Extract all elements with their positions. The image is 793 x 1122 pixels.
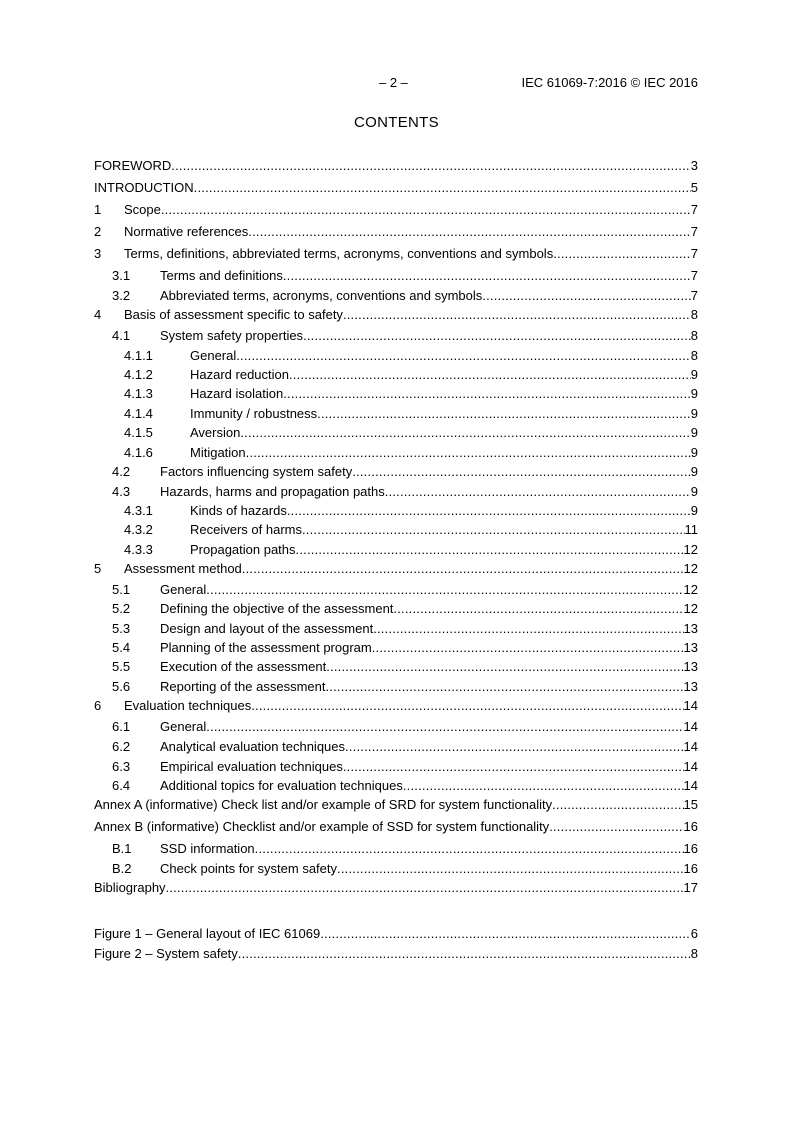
dot-leader: [206, 581, 683, 599]
toc-entry-title: Design and layout of the assessment: [160, 621, 374, 636]
toc-entry[interactable]: [94, 678, 698, 696]
toc-entry-number: B.2: [112, 861, 132, 876]
toc-entry-title: Factors influencing system safety: [160, 464, 353, 479]
toc-entry-title: Analytical evaluation techniques: [160, 739, 346, 754]
toc-entry[interactable]: [94, 245, 698, 263]
toc-entry[interactable]: [94, 796, 698, 814]
toc-entry-title: Terms and definitions: [160, 268, 283, 283]
toc-entry-title: Normative references: [124, 224, 249, 239]
toc-entry-number: 4.3.2: [124, 522, 153, 537]
toc-entry-number: 4.1.4: [124, 406, 153, 421]
dot-leader: [246, 444, 691, 462]
toc-entry-title: General: [160, 582, 207, 597]
toc-entry[interactable]: [94, 521, 698, 539]
toc-entry[interactable]: [94, 405, 698, 423]
toc-entry-number: 5.2: [112, 601, 131, 616]
toc-entry-page: 8: [690, 307, 698, 322]
dot-leader: [287, 502, 691, 520]
toc-entry-number: 5.6: [112, 679, 131, 694]
toc-entry-number: 3.1: [112, 268, 131, 283]
dot-leader: [393, 600, 683, 618]
toc-entry-title: Hazards, harms and propagation paths: [160, 484, 385, 499]
toc-entry[interactable]: [94, 620, 698, 638]
toc-entry[interactable]: [94, 541, 698, 559]
dot-leader: [549, 818, 683, 836]
toc-entry-title: Assessment method: [124, 561, 242, 576]
toc-entry-number: 4.3: [112, 484, 131, 499]
dot-leader: [296, 541, 684, 559]
toc-entry-number: 5: [94, 561, 102, 576]
toc-entry-page: 12: [683, 601, 698, 616]
toc-entry-title: Check points for system safety: [160, 861, 338, 876]
dot-leader: [345, 738, 684, 756]
toc-entry[interactable]: [94, 424, 698, 442]
toc-entry-number: 4.1.1: [124, 348, 153, 363]
dot-leader: [325, 678, 683, 696]
toc-entry-page: 8: [690, 328, 698, 343]
toc-entry-title: Figure 2 – System safety: [94, 946, 238, 961]
toc-entry-number: 6: [94, 698, 102, 713]
toc-entry-page: 13: [683, 621, 698, 636]
toc-entry-title: General: [190, 348, 237, 363]
toc-entry-number: B.1: [112, 841, 132, 856]
dot-leader: [552, 796, 683, 814]
toc-entry[interactable]: [94, 444, 698, 462]
dot-leader: [373, 620, 683, 638]
toc-entry[interactable]: [94, 267, 698, 285]
toc-entry-title: Hazard reduction: [190, 367, 289, 382]
toc-entry-number: 6.1: [112, 719, 131, 734]
dot-leader: [403, 777, 684, 795]
toc-entry-page: 5: [690, 180, 698, 195]
toc-entry[interactable]: [94, 463, 698, 481]
page-number: – 2 –: [379, 75, 408, 90]
toc-entry-page: 7: [690, 224, 698, 239]
dot-leader: [337, 860, 684, 878]
toc-entry-title: Additional topics for evaluation techniques: [160, 778, 403, 793]
toc-entry-number: 3.2: [112, 288, 131, 303]
dot-leader: [283, 385, 691, 403]
toc-entry-title: Propagation paths: [190, 542, 296, 557]
toc-entry-page: 9: [690, 484, 698, 499]
toc-entry-page: 7: [690, 246, 698, 261]
toc-entry-title: Aversion: [190, 425, 241, 440]
toc-entry-number: 4.1.3: [124, 386, 153, 401]
toc-entry-title: FOREWORD: [94, 158, 172, 173]
toc-entry-number: 5.4: [112, 640, 131, 655]
toc-entry-page: 16: [683, 861, 698, 876]
toc-entry-page: 14: [683, 698, 698, 713]
toc-entry-page: 11: [684, 522, 698, 537]
toc-entry[interactable]: [94, 639, 698, 657]
toc-entry-page: 16: [683, 819, 698, 834]
toc-entry[interactable]: [94, 179, 698, 197]
dot-leader: [255, 840, 684, 858]
toc-entry-page: 17: [683, 880, 698, 895]
toc-entry-page: 15: [683, 797, 698, 812]
toc-entry-page: 12: [683, 542, 698, 557]
toc-entry-title: Immunity / robustness: [190, 406, 318, 421]
toc-entry-title: Bibliography: [94, 880, 166, 895]
toc-entry-number: 5.1: [112, 582, 131, 597]
dot-leader: [289, 366, 691, 384]
dot-leader: [240, 424, 690, 442]
toc-entry[interactable]: [94, 201, 698, 219]
toc-entry-page: 12: [683, 561, 698, 576]
toc-entry-page: 8: [690, 946, 698, 961]
toc-entry[interactable]: [94, 600, 698, 618]
toc-entry-title: Mitigation: [190, 445, 246, 460]
toc-entry-number: 6.4: [112, 778, 131, 793]
toc-entry-number: 4.3.1: [124, 503, 153, 518]
toc-entry-title: Kinds of hazards: [190, 503, 287, 518]
toc-entry[interactable]: [94, 879, 698, 897]
toc-entry-title: Empirical evaluation techniques: [160, 759, 343, 774]
toc-entry-page: 9: [690, 503, 698, 518]
toc-entry-page: 9: [690, 367, 698, 382]
toc-entry[interactable]: [94, 777, 698, 795]
toc-entry-page: 7: [690, 268, 698, 283]
toc-entry-number: 4.1.5: [124, 425, 153, 440]
toc-entry[interactable]: [94, 483, 698, 501]
dot-leader: [194, 179, 691, 197]
dot-leader: [553, 245, 691, 263]
dot-leader: [482, 287, 691, 305]
toc-entry-number: 5.5: [112, 659, 131, 674]
toc-entry-page: 14: [683, 719, 698, 734]
toc-entry-page: 9: [690, 406, 698, 421]
toc-entry[interactable]: [94, 287, 698, 305]
toc-entry[interactable]: [94, 758, 698, 776]
dot-leader: [372, 639, 684, 657]
toc-entry-number: 2: [94, 224, 102, 239]
toc-entry[interactable]: [94, 697, 698, 715]
toc-entry-title: Abbreviated terms, acronyms, conventions and symbols: [160, 288, 483, 303]
toc-entry-title: Defining the objective of the assessment: [160, 601, 394, 616]
toc-entry-number: 1: [94, 202, 102, 217]
toc-entry-page: 13: [683, 640, 698, 655]
toc-entry-page: 9: [690, 425, 698, 440]
toc-entry-number: 4: [94, 307, 102, 322]
toc-entry-page: 13: [683, 659, 698, 674]
dot-leader: [302, 521, 685, 539]
document-id: IEC 61069-7:2016 © IEC 2016: [521, 75, 698, 90]
toc-entry-number: 4.1.6: [124, 445, 153, 460]
figure-list-entry[interactable]: [94, 945, 698, 963]
toc-entry[interactable]: [94, 157, 698, 175]
toc-entry[interactable]: [94, 223, 698, 241]
toc-entry-page: 8: [690, 348, 698, 363]
toc-entry[interactable]: [94, 658, 698, 676]
toc-entry-page: 7: [690, 288, 698, 303]
toc-entry-page: 7: [690, 202, 698, 217]
toc-entry-title: General: [160, 719, 207, 734]
toc-entry-page: 14: [683, 759, 698, 774]
dot-leader: [303, 327, 691, 345]
toc-entry-title: Reporting of the assessment: [160, 679, 326, 694]
toc-entry[interactable]: [94, 560, 698, 578]
toc-entry-page: 6: [690, 926, 698, 941]
toc-entry-number: 4.1: [112, 328, 131, 343]
toc-entry[interactable]: [94, 347, 698, 365]
toc-entry-title: Annex B (informative) Checklist and/or example of SSD for system functionality: [94, 819, 550, 834]
dot-leader: [238, 945, 691, 963]
toc-entry-title: Execution of the assessment: [160, 659, 327, 674]
dot-leader: [251, 697, 683, 715]
toc-entry[interactable]: [94, 366, 698, 384]
toc-entry[interactable]: [94, 840, 698, 858]
contents-heading: CONTENTS: [354, 114, 439, 131]
toc-entry[interactable]: [94, 502, 698, 520]
dot-leader: [343, 306, 691, 324]
toc-entry[interactable]: [94, 306, 698, 324]
dot-leader: [326, 658, 683, 676]
toc-entry[interactable]: [94, 327, 698, 345]
toc-entry-title: SSD information: [160, 841, 255, 856]
toc-entry[interactable]: [94, 860, 698, 878]
toc-entry-number: 6.2: [112, 739, 131, 754]
dot-leader: [242, 560, 684, 578]
toc-entry-title: Evaluation techniques: [124, 698, 252, 713]
dot-leader: [317, 405, 691, 423]
toc-entry-number: 4.3.3: [124, 542, 153, 557]
toc-entry-page: 3: [690, 158, 698, 173]
toc-entry-title: Hazard isolation: [190, 386, 284, 401]
dot-leader: [320, 925, 691, 943]
toc-entry-title: Receivers of harms: [190, 522, 302, 537]
dot-leader: [283, 267, 691, 285]
dot-leader: [248, 223, 690, 241]
dot-leader: [206, 718, 683, 736]
toc-entry-page: 9: [690, 386, 698, 401]
toc-entry-number: 5.3: [112, 621, 131, 636]
dot-leader: [161, 201, 691, 219]
toc-entry[interactable]: [94, 718, 698, 736]
toc-entry-title: Planning of the assessment program: [160, 640, 372, 655]
dot-leader: [385, 483, 691, 501]
toc-entry-title: Figure 1 – General layout of IEC 61069: [94, 926, 321, 941]
toc-entry[interactable]: [94, 385, 698, 403]
toc-entry-number: 4.2: [112, 464, 131, 479]
toc-entry-title: Basis of assessment specific to safety: [124, 307, 343, 322]
toc-entry-page: 9: [690, 464, 698, 479]
toc-entry-number: 3: [94, 246, 102, 261]
toc-entry[interactable]: [94, 738, 698, 756]
toc-entry-number: 4.1.2: [124, 367, 153, 382]
dot-leader: [166, 879, 684, 897]
dot-leader: [171, 157, 690, 175]
toc-entry[interactable]: [94, 818, 698, 836]
figure-list-entry[interactable]: [94, 925, 698, 943]
toc-entry-page: 14: [683, 739, 698, 754]
toc-entry-page: 9: [690, 445, 698, 460]
toc-entry-title: Terms, definitions, abbreviated terms, acronyms, conventions and symbols: [124, 246, 554, 261]
toc-entry-page: 13: [683, 679, 698, 694]
dot-leader: [236, 347, 691, 365]
toc-entry-page: 16: [683, 841, 698, 856]
toc-entry-page: 12: [683, 582, 698, 597]
toc-entry-title: Annex A (informative) Check list and/or example of SRD for system functionality: [94, 797, 553, 812]
toc-entry-page: 14: [683, 778, 698, 793]
toc-entry-title: INTRODUCTION: [94, 180, 194, 195]
toc-entry-title: System safety properties: [160, 328, 304, 343]
dot-leader: [343, 758, 684, 776]
toc-entry[interactable]: [94, 581, 698, 599]
dot-leader: [352, 463, 691, 481]
toc-entry-number: 6.3: [112, 759, 131, 774]
toc-entry-title: Scope: [124, 202, 161, 217]
